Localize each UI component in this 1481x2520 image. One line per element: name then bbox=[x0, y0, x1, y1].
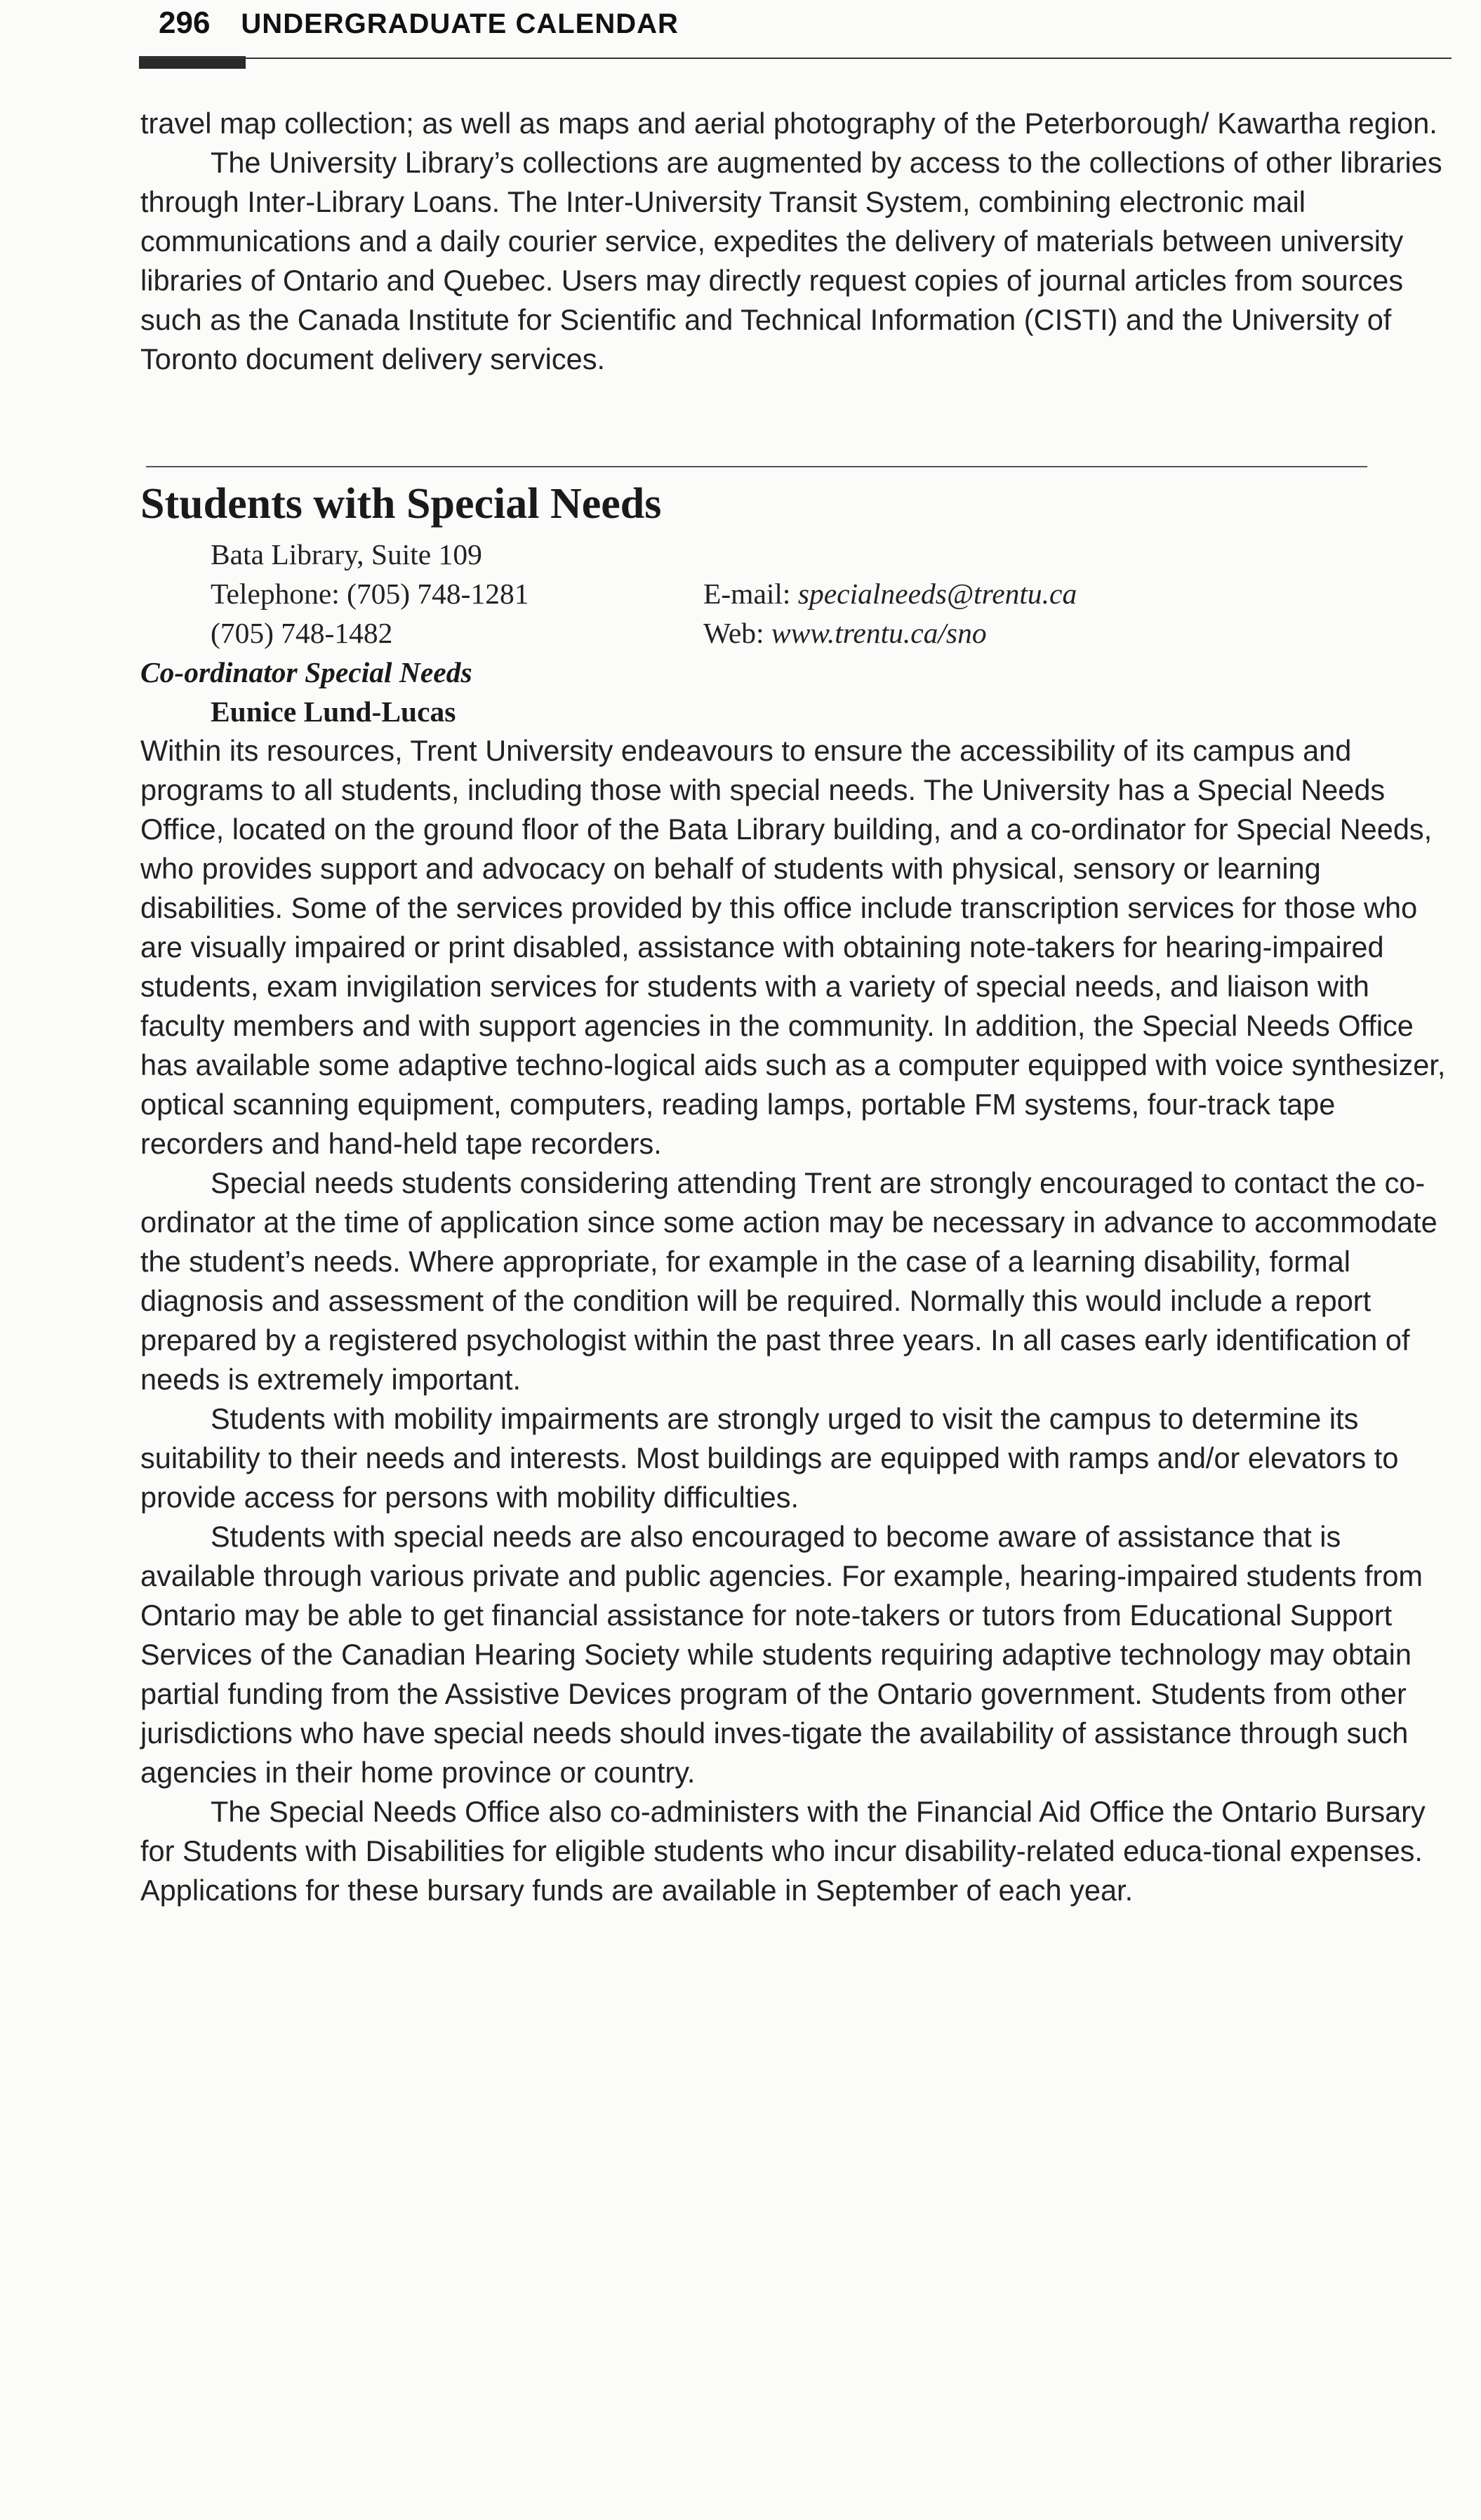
web-line bbox=[703, 613, 1404, 653]
contact-row bbox=[211, 613, 1404, 653]
contact-row bbox=[211, 535, 1404, 574]
paragraph: travel map collection; as well as maps and aerial photography of the Peterborough/ Kawartha region. bbox=[140, 107, 1437, 140]
header-rule bbox=[139, 58, 1452, 59]
telephone-primary: Telephone: (705) 748-1281 bbox=[211, 578, 529, 610]
library-continuation-text bbox=[140, 104, 1446, 379]
telephone-secondary: (705) 748-1482 bbox=[211, 617, 393, 649]
email-line bbox=[703, 574, 1404, 613]
contact-row bbox=[211, 574, 1404, 613]
section-heading: Students with Special Needs bbox=[140, 480, 662, 528]
running-title: UNDERGRADUATE CALENDAR bbox=[241, 8, 679, 39]
special-needs-body-text bbox=[140, 731, 1446, 1910]
web-label: Web: bbox=[703, 617, 764, 649]
office-location: Bata Library, Suite 109 bbox=[211, 538, 482, 571]
coordinator-name: Eunice Lund-Lucas bbox=[211, 695, 456, 728]
paragraph: Students with special needs are also encouraged to become aware of assistance that is available through various private and public agencies. For example, hearing-impaired students from Ontario may be able to get financial assistance for note-takers or tutors from Educational Support Services of the Canadian Hearing Society while students requiring adaptive technology may obtain partial funding from the Assistive Devices program of the Ontario government. Students from other jurisdictions who have special needs should inves-tigate the availability of assistance through such agencies in their home province or country. bbox=[140, 1520, 1423, 1789]
paragraph: Special needs students considering attending Trent are strongly encouraged to contact the co-ordinator at the time of application since some action may be necessary in advance to accommodate the student’s needs. Where appropriate, for example in the case of a learning disability, formal diagnosis and assessment of the condition will be required. Normally this would include a report prepared by a registered psychologist within the past three years. In all cases early identification of needs is extremely important. bbox=[140, 1166, 1437, 1396]
web-address: www.trentu.ca/sno bbox=[771, 617, 987, 649]
section-divider bbox=[146, 466, 1367, 467]
email-address: specialneeds@trentu.ca bbox=[797, 578, 1077, 610]
paragraph: Within its resources, Trent University endeavours to ensure the accessibility of its campus and programs to all students, including those with special needs. The University has a Special Needs Office, located on the ground floor of the Bata Library building, and a co-ordinator for Special Needs, who provides support and advocacy on behalf of students with physical, sensory or learning disabilities. Some of the services provided by this office include transcription services for those who are visually impaired or print disabled, assistance with obtaining note-takers for hearing-impaired students, exam invigilation services for students with a variety of special needs, and liaison with faculty members and with support agencies in the community. In addition, the Special Needs Office has available some adaptive techno-logical aids such as a computer equipped with voice synthesizer, optical scanning equipment, computers, reading lamps, portable FM systems, four-track tape recorders and hand-held tape recorders. bbox=[140, 734, 1446, 1160]
coordinator-role: Co-ordinator Special Needs bbox=[140, 656, 472, 688]
email-label: E-mail: bbox=[703, 578, 791, 610]
running-head bbox=[159, 6, 679, 48]
page-number: 296 bbox=[159, 6, 211, 40]
contact-block bbox=[211, 535, 1404, 653]
paragraph: The Special Needs Office also co-administers with the Financial Aid Office the Ontario Bursary for Students with Disabilities for eligible students who incur disability-related educa-tional expenses. Applications for these bursary funds are available in September of each year. bbox=[140, 1795, 1426, 1907]
paragraph: Students with mobility impairments are strongly urged to visit the campus to determine its suitability to their needs and interests. Most buildings are equipped with ramps and/or elevators to provide access for persons with mobility difficulties. bbox=[140, 1402, 1399, 1514]
paragraph: The University Library’s collections are augmented by access to the collections of other libraries through Inter-Library Loans. The Inter-University Transit System, combining electronic mail communications and a daily courier service, expedites the delivery of materials between university libraries of Ontario and Quebec. Users may directly request copies of journal articles from sources such as the Canada Institute for Scientific and Technical Information (CISTI) and the University of Toronto document delivery services. bbox=[140, 146, 1442, 375]
